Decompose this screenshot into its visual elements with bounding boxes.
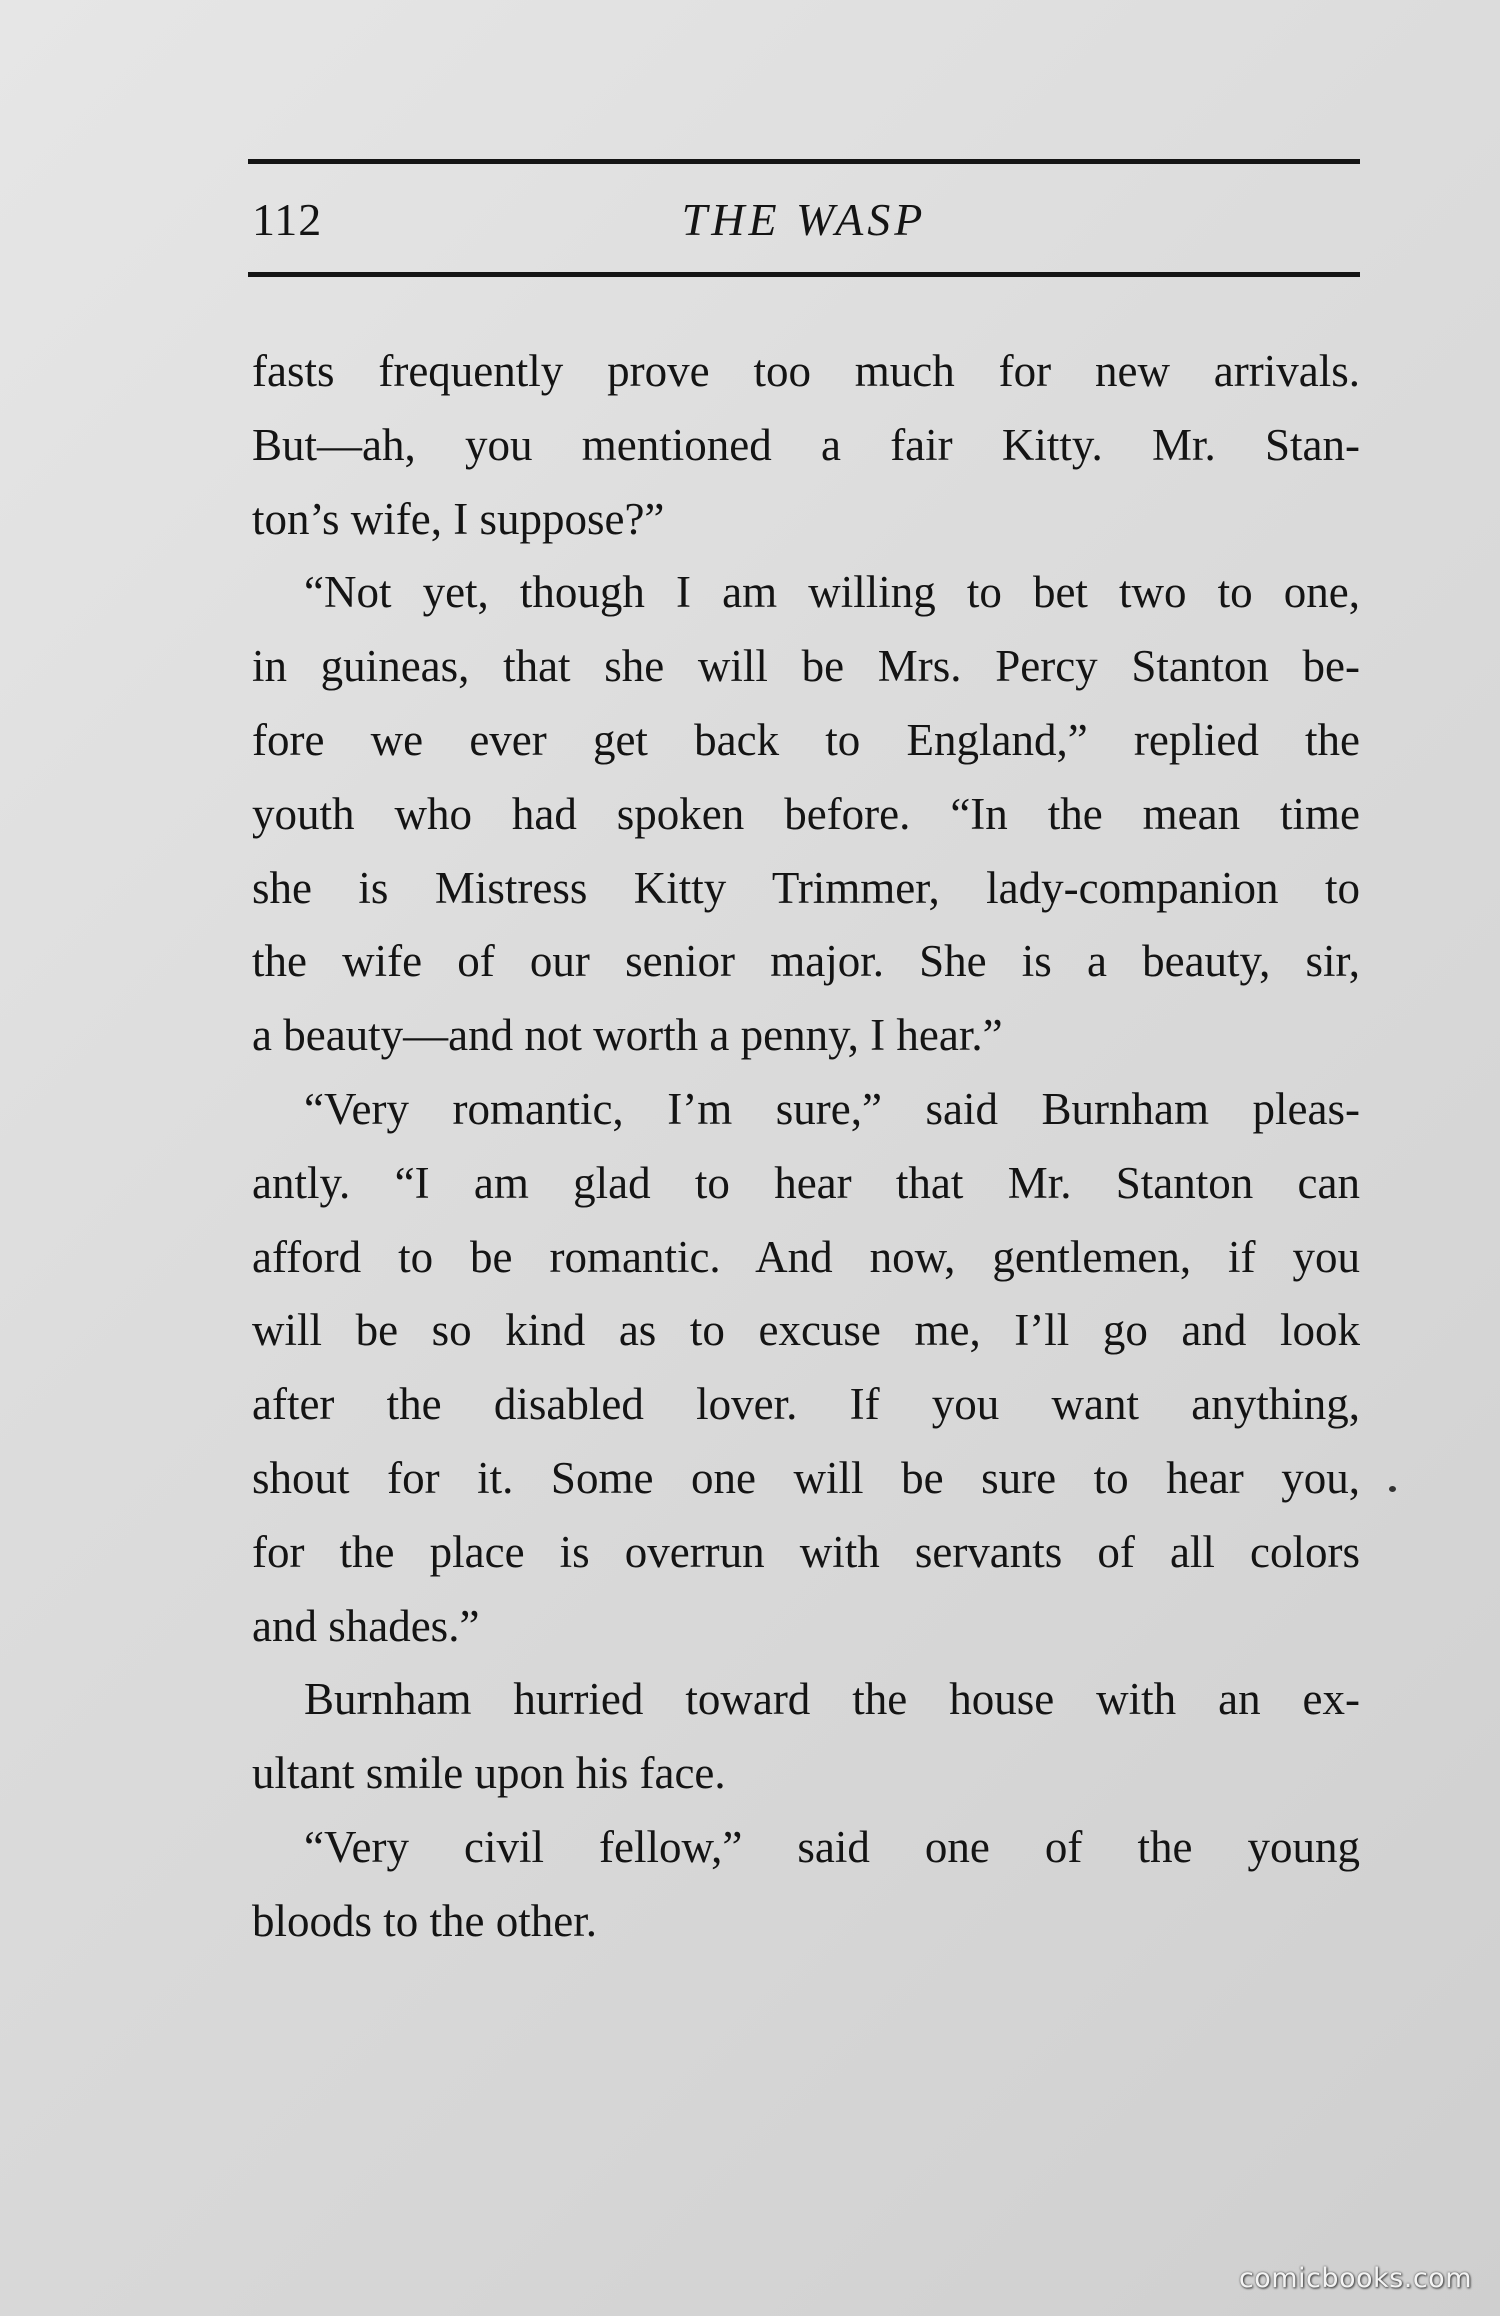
- text-line: “Very civil fellow,” said one of the young: [304, 1821, 1360, 1872]
- text-line: after the disabled lover. If you want anything,: [252, 1379, 1360, 1430]
- text-line: youth who had spoken before. “In the mean time: [252, 788, 1360, 839]
- text-line: in guineas, that she will be Mrs. Percy Stanton be-: [252, 641, 1360, 692]
- text-line: “Very romantic, I’m sure,” said Burnham pleas-: [304, 1083, 1360, 1134]
- body-text: [252, 335, 1360, 1959]
- text-line: shout for it. Some one will be sure to hear you,: [252, 1452, 1360, 1503]
- running-title: THE WASP: [681, 194, 927, 245]
- text-line: Burnham hurried toward the house with an ex-: [304, 1674, 1360, 1725]
- ink-speck: [1389, 1486, 1396, 1492]
- text-line: and shades.”: [252, 1600, 480, 1651]
- text-line: for the place is overrun with servants of all colors: [252, 1526, 1360, 1577]
- text-line: “Not yet, though I am willing to bet two to one,: [304, 567, 1360, 618]
- page-number: 112: [252, 194, 323, 245]
- text-line: a beauty—and not worth a penny, I hear.”: [252, 1010, 1003, 1061]
- text-line: will be so kind as to excuse me, I’ll go and look: [252, 1305, 1360, 1356]
- text-line: she is Mistress Kitty Trimmer, lady-companion to: [252, 862, 1360, 913]
- text-line: fasts frequently prove too much for new arrivals.: [252, 346, 1360, 396]
- text-line: bloods to the other.: [252, 1895, 597, 1946]
- text-line: ultant smile upon his face.: [252, 1748, 726, 1799]
- text-line: fore we ever get back to England,” replied the: [252, 714, 1360, 765]
- text-line: the wife of our senior major. She is a beauty, sir,: [252, 936, 1360, 987]
- watermark: comicbooks.com: [1238, 2263, 1472, 2294]
- text-line: But—ah, you mentioned a fair Kitty. Mr. Stan-: [252, 419, 1360, 470]
- text-line: afford to be romantic. And now, gentlemen, if you: [252, 1231, 1360, 1282]
- page-header: [252, 190, 1356, 250]
- header-rule-top: [248, 159, 1360, 164]
- text-line: antly. “I am glad to hear that Mr. Stanton can: [252, 1157, 1360, 1208]
- text-line: ton’s wife, I suppose?”: [252, 493, 665, 544]
- header-rule-bottom: [248, 272, 1360, 277]
